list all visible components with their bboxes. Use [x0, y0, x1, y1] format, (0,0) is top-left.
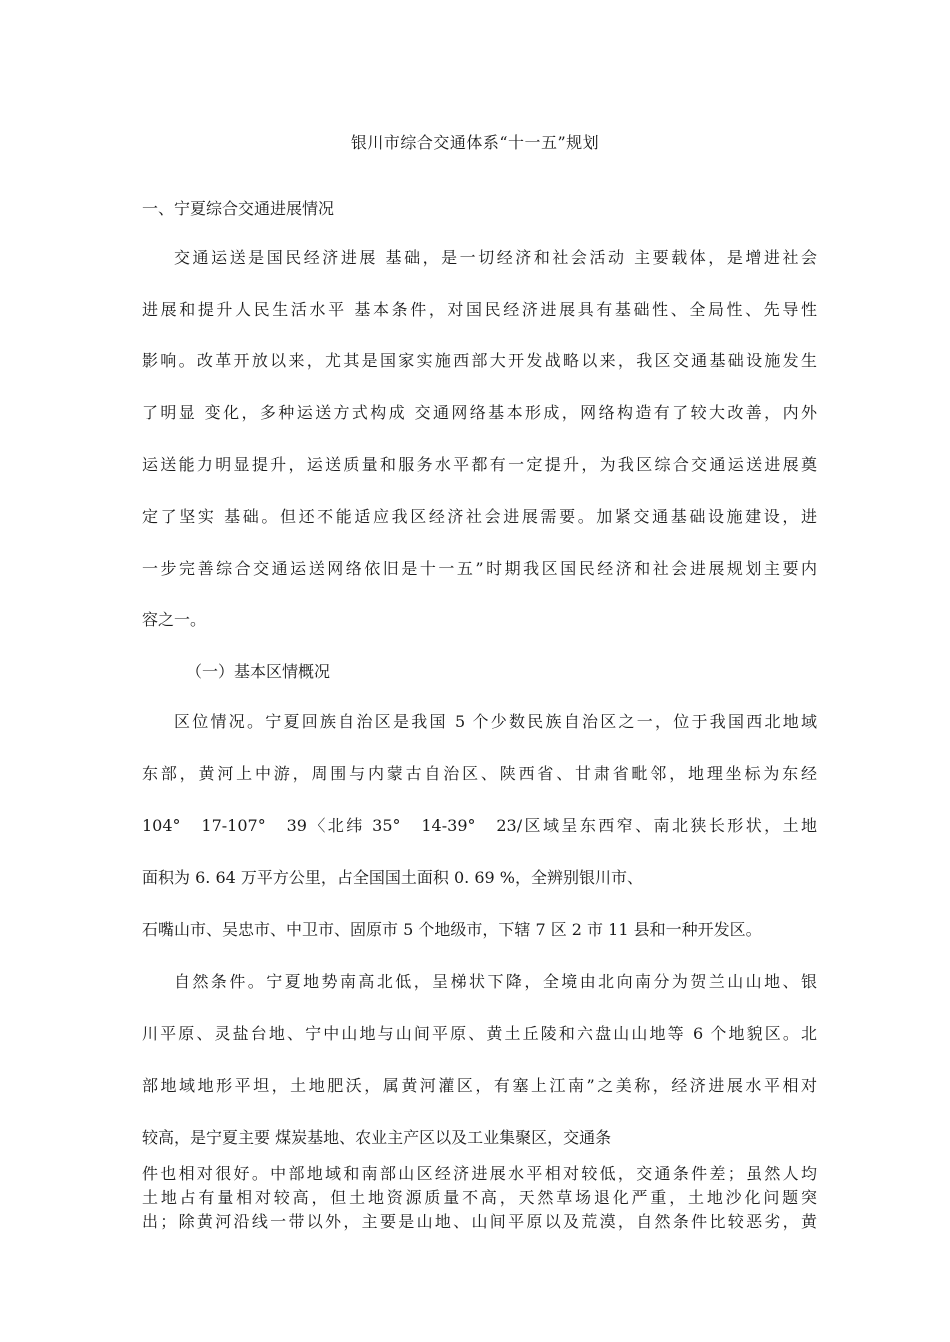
paragraph-line: 容之一。	[142, 610, 207, 629]
paragraph-line: 东部，黄河上中游，周围与内蒙古自治区、陕西省、甘肃省毗邻，地理坐标为东经	[142, 764, 817, 783]
paragraph-line: 定了坚实 基础。但还不能适应我区经济社会进展需要。加紧交通基础设施建设，进	[142, 507, 817, 526]
paragraph-line: 区位情况。宁夏回族自治区是我国 5 个少数民族自治区之一，位于我国西北地域	[174, 712, 817, 731]
paragraph-line: 影响。改革开放以来，尤其是国家实施西部大开发战略以来，我区交通基础设施发生	[142, 351, 817, 370]
paragraph-line: 部地域地形平坦，土地肥沃，属黄河灌区，有塞上江南”之美称，经济进展水平相对	[142, 1076, 817, 1095]
paragraph-line: 出；除黄河沿线一带以外，主要是山地、山间平原以及荒漠，自然条件比较恶劣，黄	[142, 1212, 817, 1231]
section-heading: 一、宁夏综合交通进展情况	[142, 199, 335, 218]
document-title: 银川市综合交通体系“十一五”规划	[350, 133, 600, 152]
subsection-heading: （一）基本区情概况	[186, 662, 331, 681]
paragraph-line: 进展和提升人民生活水平 基本条件，对国民经济进展具有基础性、全局性、先导性	[142, 300, 817, 319]
paragraph-line: 交通运送是国民经济进展 基础，是一切经济和社会活动 主要载体，是增进社会	[174, 248, 817, 267]
paragraph-line: 自然条件。宁夏地势南高北低，呈梯状下降，全境由北向南分为贺兰山山地、银	[174, 972, 817, 991]
paragraph-line: 一步完善综合交通运送网络依旧是十一五”时期我区国民经济和社会进展规划主要内	[142, 559, 817, 578]
paragraph-line: 104° 17-107° 39〈北纬 35° 14-39° 23/区域呈东西窄、南北狭长形状，土地	[142, 816, 817, 835]
paragraph-line: 石嘴山市、吴忠市、中卫市、固原市 5 个地级市，下辖 7 区 2 市 11 县和一种开发区。	[142, 920, 762, 939]
paragraph-line: 面积为 6. 64 万平方公里，占全国国土面积 0. 69 %，全辨别银川市、	[142, 868, 643, 887]
paragraph-line: 土地占有量相对较高，但土地资源质量不高，天然草场退化严重，土地沙化问题突	[142, 1188, 817, 1207]
paragraph-line: 了明显 变化，多种运送方式构成 交通网络基本形成，网络构造有了较大改善，内外	[142, 403, 817, 422]
paragraph-line: 件也相对很好。中部地域和南部山区经济进展水平相对较低，交通条件差；虽然人均	[142, 1164, 817, 1183]
paragraph-line: 川平原、灵盐台地、宁中山地与山间平原、黄土丘陵和六盘山山地等 6 个地貌区。北	[142, 1024, 817, 1043]
paragraph-line: 较高，是宁夏主要 煤炭基地、农业主产区以及工业集聚区，交通条	[142, 1128, 612, 1147]
paragraph-line: 运送能力明显提升，运送质量和服务水平都有一定提升，为我区综合交通运送进展奠	[142, 455, 817, 474]
